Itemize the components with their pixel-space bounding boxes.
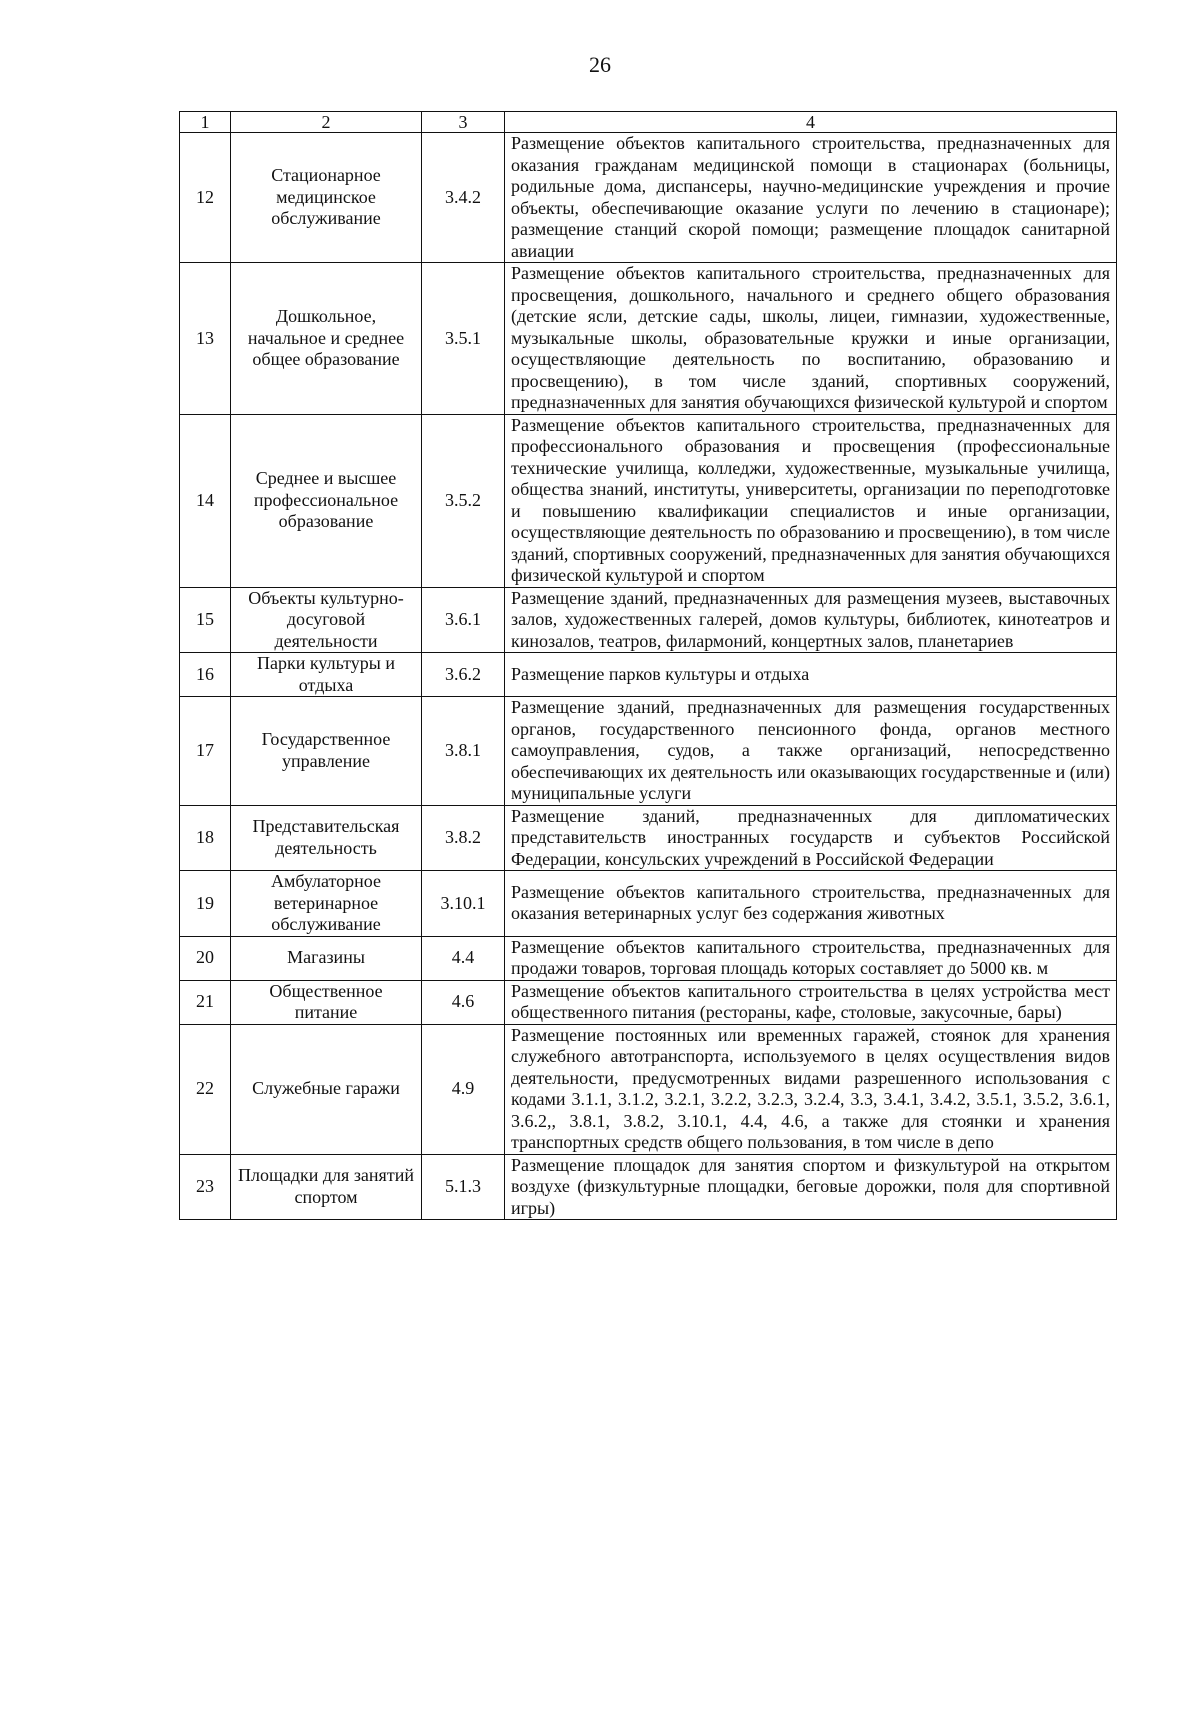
row-code: 3.8.1 bbox=[422, 697, 505, 806]
row-description: Размещение объектов капитального строительства, предназначенных для оказания ветеринарных услуг без содержания животных bbox=[505, 871, 1117, 937]
row-code: 3.5.1 bbox=[422, 263, 505, 415]
row-description: Размещение объектов капитального строительства, предназначенных для продажи товаров, торговая площадь которых составляет до 5000 кв. м bbox=[505, 936, 1117, 980]
row-name: Представительская деятельность bbox=[231, 805, 422, 871]
row-description: Размещение объектов капитального строительства в целях устройства мест общественного питания (рестораны, кафе, столовые, закусочные, бары) bbox=[505, 980, 1117, 1024]
row-description: Размещение зданий, предназначенных для размещения музеев, выставочных залов, художественных галерей, домов культуры, библиотек, кинотеатров и кинозалов, театров, филармоний, концертных залов, планетариев bbox=[505, 587, 1117, 653]
row-number: 19 bbox=[180, 871, 231, 937]
row-code: 4.4 bbox=[422, 936, 505, 980]
header-cell-2: 2 bbox=[231, 112, 422, 133]
row-description: Размещение площадок для занятия спортом и физкультурой на открытом воздухе (физкультурные площадки, беговые дорожки, поля для спортивной игры) bbox=[505, 1154, 1117, 1220]
row-name: Парки культуры и отдыха bbox=[231, 653, 422, 697]
row-number: 14 bbox=[180, 414, 231, 587]
row-code: 3.6.2 bbox=[422, 653, 505, 697]
row-code: 3.8.2 bbox=[422, 805, 505, 871]
row-name: Амбулаторное ветеринарное обслуживание bbox=[231, 871, 422, 937]
land-use-table bbox=[179, 111, 1117, 1220]
row-name: Объекты культурно-досуговой деятельности bbox=[231, 587, 422, 653]
row-number: 15 bbox=[180, 587, 231, 653]
table-header-row bbox=[180, 112, 1117, 133]
header-cell-1: 1 bbox=[180, 112, 231, 133]
table-body bbox=[180, 112, 1117, 1220]
table-row bbox=[180, 805, 1117, 871]
row-description: Размещение зданий, предназначенных для дипломатических представительств иностранных государств и субъектов Российской Федерации, консульских учреждений в Российской Федерации bbox=[505, 805, 1117, 871]
table-row bbox=[180, 697, 1117, 806]
page-number: 26 bbox=[589, 52, 611, 77]
row-name: Магазины bbox=[231, 936, 422, 980]
row-description: Размещение объектов капитального строительства, предназначенных для просвещения, дошкольного, начального и среднего общего образования (детские ясли, детские сады, школы, лицеи, гимназии, художественные, музыкальные школы, образовательные кружки и иные организации, осуществляющие деятельность по воспитанию, образованию и просвещению), в том числе зданий, спортивных сооружений, предназначенных для занятия обучающихся физической культурой и спортом bbox=[505, 263, 1117, 415]
row-number: 13 bbox=[180, 263, 231, 415]
row-number: 12 bbox=[180, 133, 231, 263]
row-name: Государственное управление bbox=[231, 697, 422, 806]
row-description: Размещение объектов капитального строительства, предназначенных для оказания гражданам медицинской помощи в стационарах (больницы, родильные дома, диспансеры, научно-медицинские учреждения и прочие объекты, обеспечивающие оказание услуги по лечению в стационаре); размещение станций скорой помощи; размещение площадок санитарной авиации bbox=[505, 133, 1117, 263]
row-name: Площадки для занятий спортом bbox=[231, 1154, 422, 1220]
table-row bbox=[180, 653, 1117, 697]
row-number: 21 bbox=[180, 980, 231, 1024]
table-row bbox=[180, 263, 1117, 415]
table-row bbox=[180, 936, 1117, 980]
row-code: 3.6.1 bbox=[422, 587, 505, 653]
row-code: 3.5.2 bbox=[422, 414, 505, 587]
row-code: 4.9 bbox=[422, 1024, 505, 1154]
header-cell-4: 4 bbox=[505, 112, 1117, 133]
row-code: 3.4.2 bbox=[422, 133, 505, 263]
row-code: 3.10.1 bbox=[422, 871, 505, 937]
table-row bbox=[180, 414, 1117, 587]
row-description: Размещение постоянных или временных гаражей, стоянок для хранения служебного автотранспорта, используемого в целях осуществления видов деятельности, предусмотренных видами разрешенного использования с кодами 3.1.1, 3.1.2, 3.2.1, 3.2.2, 3.2.3, 3.2.4, 3.3, 3.4.1, 3.4.2, 3.5.1, 3.5.2, 3.6.1, 3.6.2,, 3.8.1, 3.8.2, 3.10.1, 4.4, 4.6, а также для стоянки и хранения транспортных средств общего пользования, в том числе в депо bbox=[505, 1024, 1117, 1154]
row-number: 18 bbox=[180, 805, 231, 871]
row-name: Дошкольное, начальное и среднее общее образование bbox=[231, 263, 422, 415]
row-number: 23 bbox=[180, 1154, 231, 1220]
row-description: Размещение зданий, предназначенных для размещения государственных органов, государственного пенсионного фонда, органов местного самоуправления, судов, а также организаций, непосредственно обеспечивающих их деятельность или оказывающих государственные и (или) муниципальные услуги bbox=[505, 697, 1117, 806]
row-description: Размещение объектов капитального строительства, предназначенных для профессионального образования и просвещения (профессиональные технические училища, колледжи, художественные, музыкальные училища, общества знаний, институты, университеты, организации по переподготовке и повышению квалификации специалистов и иные организации, осуществляющие деятельность по образованию и просвещению), в том числе зданий, спортивных сооружений, предназначенных для занятия обучающихся физической культурой и спортом bbox=[505, 414, 1117, 587]
row-name: Служебные гаражи bbox=[231, 1024, 422, 1154]
row-number: 22 bbox=[180, 1024, 231, 1154]
row-name: Среднее и высшее профессиональное образование bbox=[231, 414, 422, 587]
table-row bbox=[180, 1154, 1117, 1220]
table-row bbox=[180, 980, 1117, 1024]
row-description: Размещение парков культуры и отдыха bbox=[505, 653, 1117, 697]
row-code: 4.6 bbox=[422, 980, 505, 1024]
row-name: Общественное питание bbox=[231, 980, 422, 1024]
table-row bbox=[180, 133, 1117, 263]
table-row bbox=[180, 871, 1117, 937]
row-code: 5.1.3 bbox=[422, 1154, 505, 1220]
table-row bbox=[180, 1024, 1117, 1154]
row-number: 17 bbox=[180, 697, 231, 806]
row-number: 20 bbox=[180, 936, 231, 980]
row-number: 16 bbox=[180, 653, 231, 697]
table-row bbox=[180, 587, 1117, 653]
header-cell-3: 3 bbox=[422, 112, 505, 133]
row-name: Стационарное медицинское обслуживание bbox=[231, 133, 422, 263]
